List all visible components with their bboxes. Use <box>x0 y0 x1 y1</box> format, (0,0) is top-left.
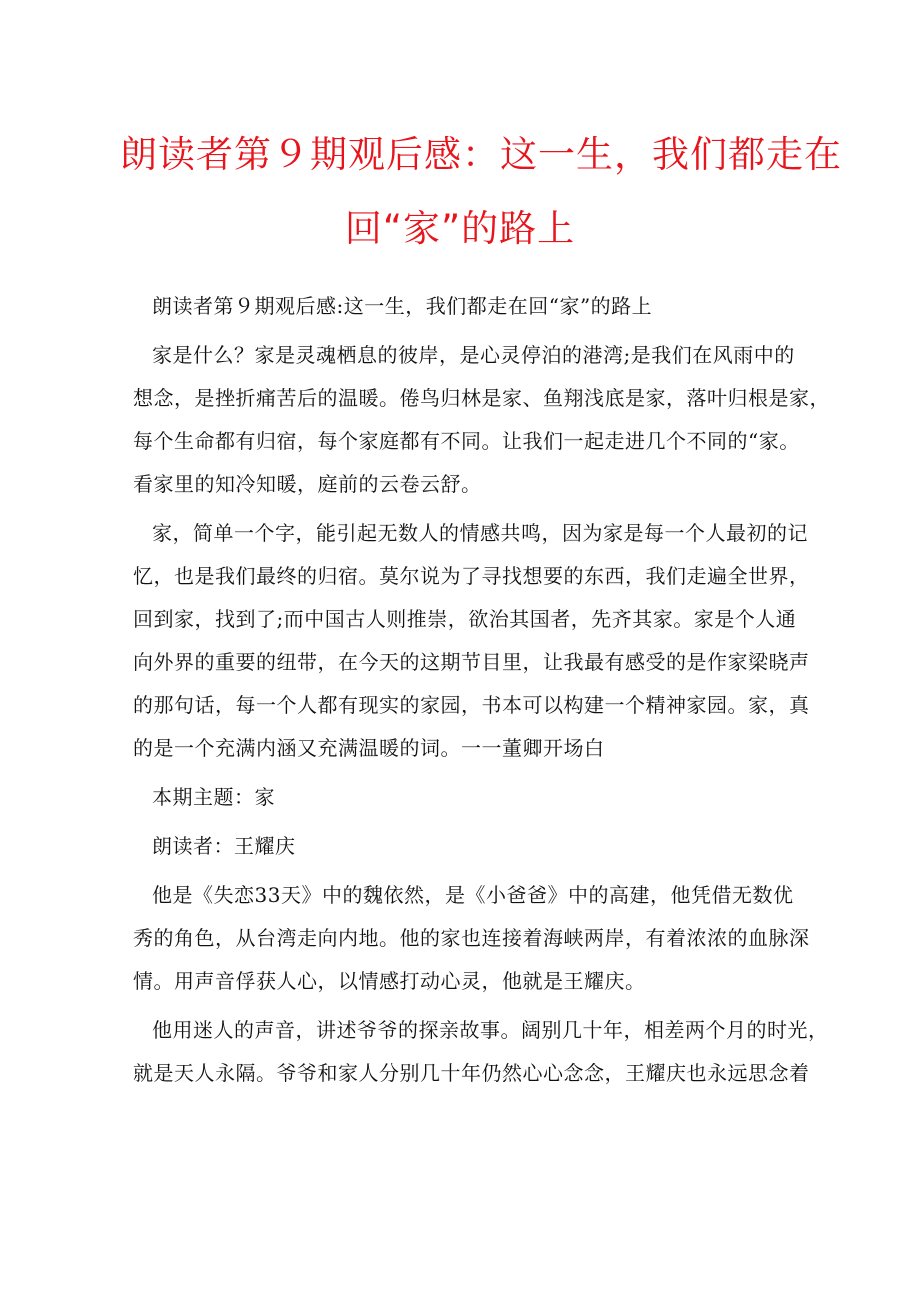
body-line: 家是什么？家是灵魂栖息的彼岸，是心灵停泊的港湾;是我们在风雨中的 <box>152 343 795 367</box>
body-line: 就是天人永隔。爷爷和家人分别几十年仍然心心念念，王耀庆也永远思念着 <box>133 1061 810 1085</box>
body-line: 他用迷人的声音，讲述爷爷的探亲故事。阔别几十年，相差两个月的时光， <box>152 1018 829 1042</box>
document-body <box>133 290 830 1100</box>
body-line: 情。用声音俘获人心，以情感打动心灵，他就是王耀庆。 <box>133 969 646 993</box>
document-title <box>120 118 842 266</box>
body-line: 秀的角色，从台湾走向内地。他的家也连接着海峡两岸，有着浓浓的血脉深 <box>133 926 810 950</box>
body-line: 家，简单一个字，能引起无数人的情感共鸣，因为家是每一个人最初的记 <box>152 521 808 545</box>
body-line: 忆，也是我们最终的归宿。莫尔说为了寻找想要的东西，我们走遍全世界， <box>133 564 810 588</box>
body-line: 向外界的重要的纽带，在今天的这期节目里，让我最有感受的是作家梁晓声 <box>133 650 810 674</box>
body-line: 本期主题：家 <box>152 785 275 809</box>
body-line: 他是《失恋33天》中的魏依然，是《小爸爸》中的高建，他凭借无数优 <box>152 883 794 907</box>
title-line-2: 回“家”的路上 <box>344 207 576 250</box>
body-line: 的那句话，每一个人都有现实的家园，书本可以构建一个精神家园。家，真 <box>133 693 810 717</box>
body-line: 每个生命都有归宿，每个家庭都有不同。让我们一起走进几个不同的“家。 <box>133 429 800 453</box>
body-line: 朗读者：王耀庆 <box>152 834 296 858</box>
body-line: 回到家，找到了;而中国古人则推崇，欲治其国者，先齐其家。家是个人通 <box>133 607 797 631</box>
body-line: 看家里的知冷知暖，庭前的云卷云舒。 <box>133 472 482 496</box>
body-line: 的是一个充满内涵又充满温暖的词。一一董卿开场白 <box>133 736 605 760</box>
body-line: 想念，是挫折痛苦后的温暖。倦鸟归林是家、鱼翔浅底是家，落叶归根是家， <box>133 386 830 410</box>
body-line: 朗读者第９期观后感:这一生，我们都走在回“家”的路上 <box>152 294 653 318</box>
title-line-1: 朗读者第９期观后感：这一生，我们都走在 <box>120 133 842 176</box>
